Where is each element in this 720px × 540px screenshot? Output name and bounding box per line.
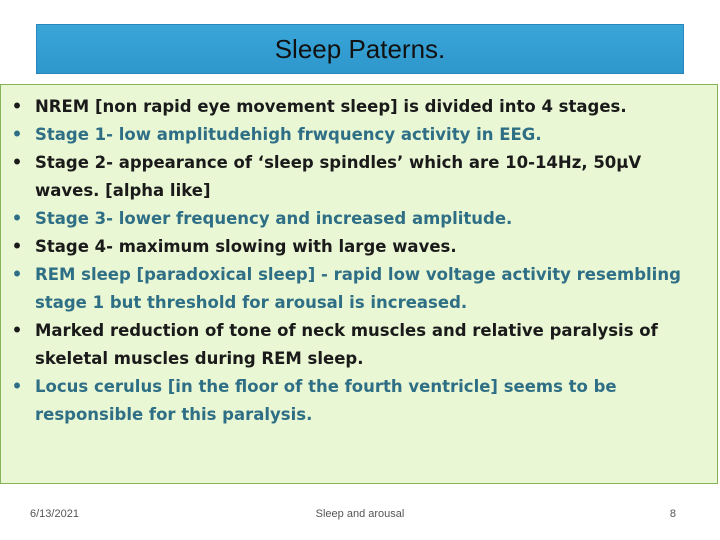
bullet-text: NREM [non rapid eye movement sleep] is divided into 4 stages.: [35, 97, 627, 116]
bullet-item: [7, 233, 707, 261]
bullet-dot-icon: •: [11, 377, 23, 396]
bullet-dot-icon: •: [11, 125, 23, 144]
bullet-list: [7, 93, 707, 429]
footer-title: Sleep and arousal: [315, 508, 405, 520]
bullet-dot-icon: •: [11, 265, 23, 284]
bullet-dot-icon: •: [11, 321, 23, 340]
bullet-item: [7, 205, 707, 233]
bullet-text: Stage 4- maximum slowing with large waves.: [35, 237, 457, 256]
bullet-dot-icon: •: [11, 153, 23, 172]
footer-date: 6/13/2021: [30, 508, 79, 520]
bullet-item: [7, 93, 707, 121]
bullet-text: Stage 2- appearance of ‘sleep spindles’ which are 10-14Hz, 50µV waves. [alpha like]: [35, 153, 642, 200]
content-box: [0, 84, 718, 484]
bullet-dot-icon: •: [11, 209, 23, 228]
bullet-dot-icon: •: [11, 97, 23, 116]
bullet-item: [7, 317, 707, 373]
bullet-text: Stage 3- lower frequency and increased amplitude.: [35, 209, 513, 228]
slide-title: Sleep Paterns.: [274, 33, 446, 64]
page-number: 8: [669, 508, 676, 520]
bullet-item: [7, 121, 707, 149]
bullet-item: [7, 261, 707, 317]
bullet-dot-icon: •: [11, 237, 23, 256]
bullet-text: Locus cerulus [in the floor of the fourth ventricle] seems to be responsible for this paralysis.: [35, 377, 617, 424]
bullet-text: REM sleep [paradoxical sleep] - rapid low voltage activity resembling stage 1 but threshold for arousal is increased.: [35, 265, 681, 312]
bullet-text: Marked reduction of tone of neck muscles and relative paralysis of skeletal muscles during REM sleep.: [35, 321, 658, 368]
title-bar: [36, 24, 684, 74]
bullet-item: [7, 149, 707, 205]
bullet-text: Stage 1- low amplitudehigh frwquency activity in EEG.: [35, 125, 542, 144]
bullet-item: [7, 373, 707, 429]
